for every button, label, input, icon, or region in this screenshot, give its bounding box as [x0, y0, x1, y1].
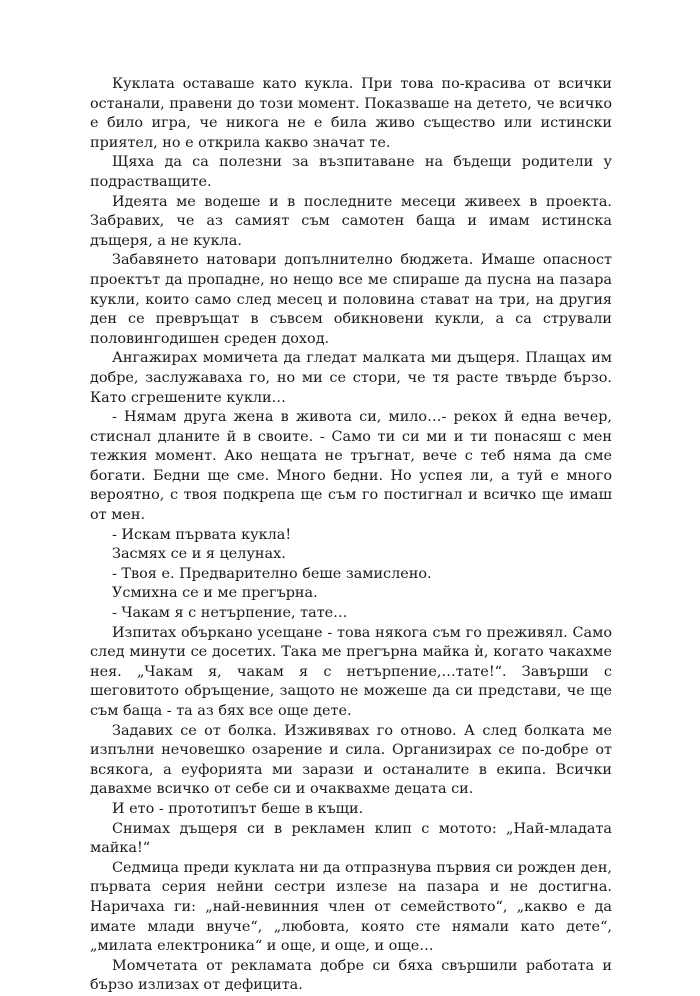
paragraph: Седмица преди куклата ни да отпразнува първия си рожден ден, първата серия нейни сестри излезе на пазара и не достигна. Наричаха ги: „най-невинния член от семейството“, „какво е да имате млади внуче“, „любовта, която сте нямали като дете“, „милата електроника“ и още, и още, и още… [90, 859, 612, 955]
paragraph: - Нямам друга жена в живота си, мило…- рекох й една вечер, стиснал дланите й в своите. - Само ти си ми и ти понасяш с мен тежкия момент. Ако нещата не тръгнат, вече с теб няма да сме богати. Бедни ще сме. Много бедни. Но успея ли, а туй е много вероятно, с твоя подкрепа ще съм го постигнал и всичко ще имаш от мен. [90, 409, 612, 524]
paragraph: Идеята ме водеше и в последните месеци живеех в проекта. Забравих, че аз самият съм самотен баща и имам истинска дъщеря, а не кукла. [90, 193, 612, 249]
paragraph: Забавянето натовари допълнително бюджета. Имаше опасност проектът да пропадне, но нещо все ме спираше да пусна на пазара кукли, които само след месец и половина стават на три, на другия ден се превръщат в съвсем обикновени кукли, а са стрували половингодишен среден доход. [90, 252, 612, 347]
paragraph: Засмях се и я целунах. [112, 546, 286, 563]
paragraph: Куклата оставаше като кукла. При това по-красива от всички останали, правени до този момент. Показваше на детето, че всичко е било игра, че никога не е била живо същество или истински приятел, но е открила какво значат те. [90, 76, 612, 151]
document-page [90, 75, 612, 996]
paragraph: Усмихна се и ме прегърна. [112, 585, 318, 602]
paragraph: - Чакам я с нетърпение, тате… [112, 605, 348, 622]
paragraph: Щяха да са полезни за възпитаване на бъдещи родители у подрастващите. [90, 154, 612, 190]
paragraph: - Твоя е. Предварително беше замислено. [112, 565, 432, 582]
paragraph: И ето - прототипът беше в къщи. [112, 800, 364, 817]
paragraph: - Искам първата кукла! [112, 526, 292, 543]
paragraph: Снимах дъщеря си в рекламен клип с мотото: „Най-младата майка!“ [90, 820, 612, 857]
paragraph: Момчетата от рекламата добре си бяха свършили работата и бързо излизах от дефицита. [90, 957, 612, 994]
paragraph: Задавих се от болка. Изживявах го отново. А след болката ме изпълни нечовешко озарение и сила. Организирах се по-добре от всякога, а еуфорията ми зарази и останалите в екипа. Всички давахме всичко от себе си и очаквахме децата си. [90, 722, 612, 798]
paragraph: Изпитах объркано усещане - това някога съм го преживял. Само след минути се досетих. Така ме прегърна майка ѝ, когато чакахме нея. „Чакам я, чакам я с нетърпение,…тате!“. Завърши с шеговитото обръщение, защото не можеше да си представи, че ще съм баща - та аз бях все още дете. [90, 624, 612, 719]
paragraph: Ангажирах момичета да гледат малката ми дъщеря. Плащах им добре, заслужаваха го, но ми се стори, че тя расте твърде бързо. Като сгрешените кукли… [90, 350, 612, 406]
